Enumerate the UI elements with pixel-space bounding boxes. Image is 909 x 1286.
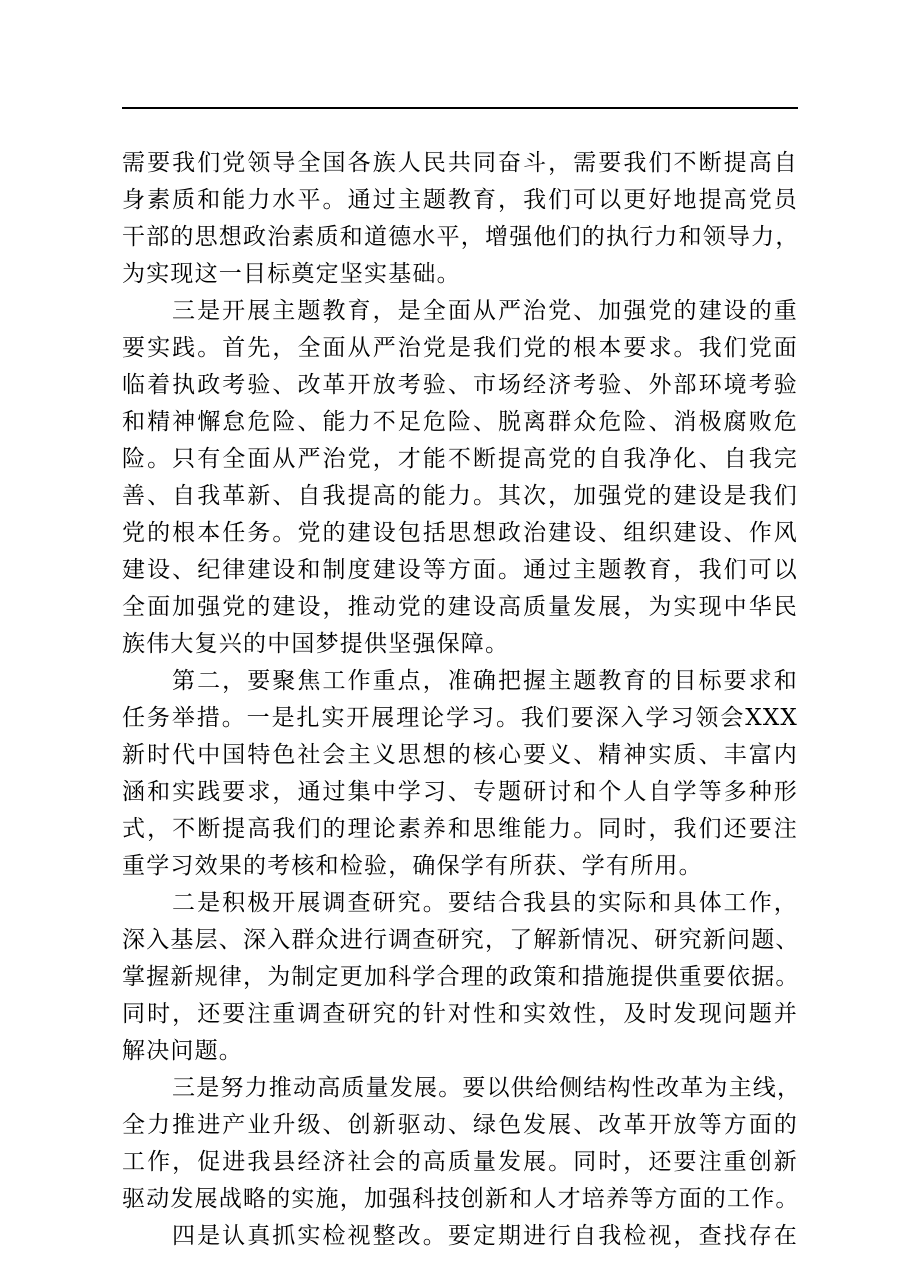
text-line: 全力推进产业升级、创新驱动、绿色发展、改革开放等方面的 bbox=[122, 1112, 798, 1138]
text-line: 三是努力推动高质量发展。要以供给侧结构性改革为主线， bbox=[172, 1075, 802, 1101]
text-line: 三是开展主题教育，是全面从严治党、加强党的建设的重 bbox=[172, 298, 798, 324]
text-line: 解决问题。 bbox=[122, 1038, 243, 1064]
text-line: 善、自我革新、自我提高的能力。其次，加强党的建设是我们 bbox=[122, 483, 798, 509]
text-line: 族伟大复兴的中国梦提供坚强保障。 bbox=[122, 631, 510, 657]
text-line: 掌握新规律，为制定更加科学合理的政策和措施提供重要依据。 bbox=[122, 964, 800, 990]
text-line: 全面加强党的建设，推动党的建设高质量发展，为实现中华民 bbox=[122, 594, 798, 620]
text-line: 式，不断提高我们的理论素养和思维能力。同时，我们还要注 bbox=[122, 816, 798, 842]
text-line: 同时，还要注重调查研究的针对性和实效性，及时发现问题并 bbox=[122, 1001, 798, 1027]
body-text bbox=[122, 145, 802, 1255]
text-line: 涵和实践要求，通过集中学习、专题研讨和个人自学等多种形 bbox=[122, 779, 798, 805]
text-line: 和精神懈怠危险、能力不足危险、脱离群众危险、消极腐败危 bbox=[122, 409, 798, 435]
text-line: 要实践。首先，全面从严治党是我们党的根本要求。我们党面 bbox=[122, 335, 798, 361]
text-line: 建设、纪律建设和制度建设等方面。通过主题教育，我们可以 bbox=[122, 557, 798, 583]
text-line: 工作，促进我县经济社会的高质量发展。同时，还要注重创新 bbox=[122, 1149, 798, 1175]
text-line: 二是积极开展调查研究。要结合我县的实际和具体工作， bbox=[172, 890, 798, 916]
text-line: 深入基层、深入群众进行调查研究，了解新情况、研究新问题、 bbox=[122, 927, 800, 953]
text-line: 重学习效果的考核和检验，确保学有所获、学有所用。 bbox=[122, 853, 703, 879]
text-line: 身素质和能力水平。通过主题教育，我们可以更好地提高党员 bbox=[122, 187, 798, 213]
text-line: 任务举措。一是扎实开展理论学习。我们要深入学习领会XXX bbox=[122, 705, 798, 731]
text-line: 临着执政考验、改革开放考验、市场经济考验、外部环境考验 bbox=[122, 372, 798, 398]
text-line: 干部的思想政治素质和道德水平，增强他们的执行力和领导力， bbox=[122, 224, 800, 250]
text-line: 新时代中国特色社会主义思想的核心要义、精神实质、丰富内 bbox=[122, 742, 798, 768]
text-line: 党的根本任务。党的建设包括思想政治建设、组织建设、作风 bbox=[122, 520, 798, 546]
text-line: 险。只有全面从严治党，才能不断提高党的自我净化、自我完 bbox=[122, 446, 798, 472]
text-line: 为实现这一目标奠定坚实基础。 bbox=[122, 261, 461, 287]
header-rule bbox=[122, 107, 798, 109]
text-line: 驱动发展战略的实施，加强科技创新和人才培养等方面的工作。 bbox=[122, 1186, 800, 1212]
text-line: 四是认真抓实检视整改。要定期进行自我检视，查找存在 bbox=[172, 1223, 798, 1249]
text-line: 需要我们党领导全国各族人民共同奋斗，需要我们不断提高自 bbox=[122, 150, 798, 176]
text-line: 第二，要聚焦工作重点，准确把握主题教育的目标要求和 bbox=[172, 668, 798, 694]
